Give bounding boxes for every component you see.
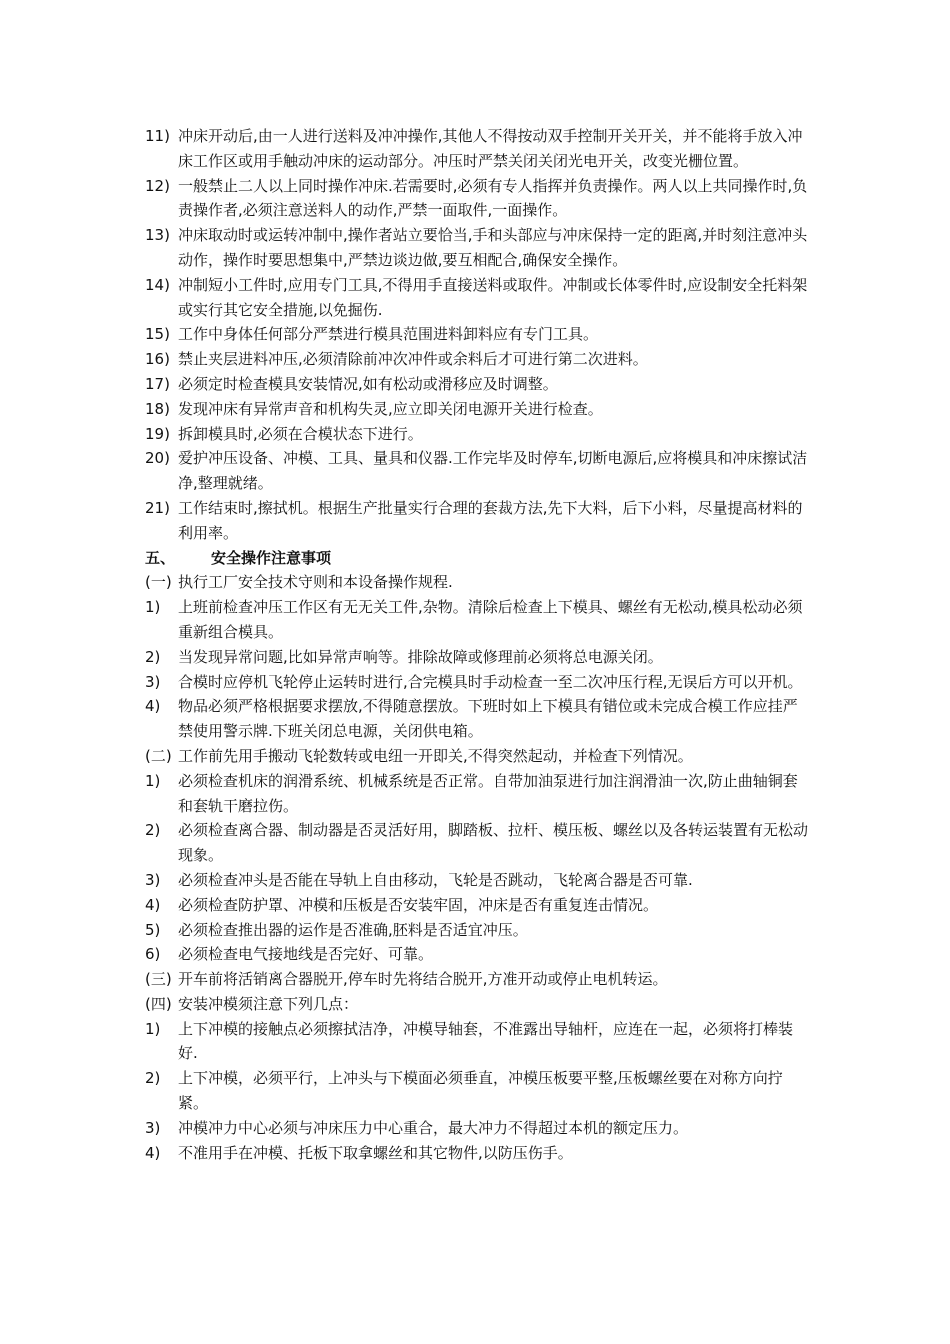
list-item [145,273,810,323]
item-text: 物品必须严格根据要求摆放,不得随意摆放。下班时如上下模具有错位或未完成合模工作应挂严禁使用警示牌.下班关闭总电源，关闭供电箱。 [178,697,798,741]
item-number: 20) [145,449,170,468]
list-item [145,1141,810,1166]
item-number: 11) [145,127,170,145]
item-number: 13) [145,226,170,245]
list-item [145,372,810,397]
rules-list [145,124,810,546]
item-text: 冲模冲力中心必须与冲床压力中心重合，最大冲力不得超过本机的额定压力。 [178,1118,689,1137]
item-number: 2) [145,1069,161,1088]
subsection-4 [145,992,810,1166]
list-item [145,1066,810,1116]
list-item [145,645,810,670]
item-number: 21) [145,498,170,517]
list-item [145,124,810,174]
list-item [145,322,810,347]
item-text: 必须检查机床的润滑系统、机械系统是否正常。自带加油泵进行加注润滑油一次,防止曲轴铜套和套轨干磨拉伤。 [178,771,798,815]
item-number: 2) [145,647,161,666]
item-text: 必须检查防护罩、冲模和压板是否安装牢固，冲床是否有重复连击情况。 [178,895,659,914]
list-item [145,694,810,744]
item-text: 当发现异常问题,比如异常声响等。排除故障或修理前必须将总电源关闭。 [178,647,663,666]
subsection-number: (一) [145,573,172,592]
subsection-3 [145,967,810,992]
item-number: 3) [145,672,161,691]
item-text: 不准用手在冲模、托板下取拿螺丝和其它物件,以防压伤手。 [178,1143,573,1162]
list-item [145,1017,810,1067]
item-text: 必须检查电气接地线是否完好、可靠。 [178,945,434,964]
subsection-1 [145,570,810,744]
list-item [145,595,810,645]
list-item [145,818,810,868]
item-text: 合模时应停机飞轮停止运转时进行,合完模具时手动检查一至二次冲压行程,无误后方可以开机。 [178,672,803,691]
list-item [145,446,810,496]
item-text: 爱护冲压设备、冲模、工具、量具和仪器.工作完毕及时停车,切断电源后,应将模具和冲床擦试洁净,整理就绪。 [178,449,808,493]
list-item [145,942,810,967]
item-number: 19) [145,424,170,443]
item-number: 15) [145,325,170,344]
item-text: 工作中身体任何部分严禁进行模具范围进料卸料应有专门工具。 [178,325,599,344]
item-number: 1) [145,771,161,790]
list-item [145,174,810,224]
item-text: 上下冲模，必须平行，上冲头与下模面必须垂直，冲模压板要平整,压板螺丝要在对称方向拧紧。 [178,1069,783,1113]
item-number: 16) [145,350,170,369]
item-text: 冲床取动时或运转冲制中,操作者站立要恰当,手和头部应与冲床保持一定的距离,并时刻注意冲头动作，操作时要思想集中,严禁边谈边做,要互相配合,确保安全操作。 [178,226,808,269]
item-number: 5) [145,920,161,939]
item-number: 1) [145,598,161,617]
subsection-heading [145,570,810,595]
list-item [145,868,810,893]
item-number: 2) [145,821,161,840]
subsection-text: 安装冲模须注意下列几点： [178,994,359,1013]
item-text: 一般禁止二人以上同时操作冲床.若需要时,必须有专人指挥并负责操作。两人以上共同操作时,负责操作者,必须注意送料人的动作,严禁一面取件,一面操作。 [178,176,808,220]
subsection-2 [145,744,810,967]
list-item [145,1116,810,1141]
item-text: 必须检查推出器的运作是否准确,胚料是否适宜冲压。 [178,920,528,939]
list-item [145,670,810,695]
item-number: 3) [145,1118,161,1137]
subsection-heading [145,967,810,992]
section-heading [145,546,810,571]
item-number: 4) [145,895,161,914]
item-number: 17) [145,374,170,393]
subsection-number: (三) [145,970,172,989]
item-number: 1) [145,1019,161,1038]
section-title: 安全操作注意事项 [211,548,332,567]
subsection-heading [145,744,810,769]
item-text: 上班前检查冲压工作区有无无关工件,杂物。清除后检查上下模具、螺丝有无松动,模具松动必须重新组合模具。 [178,598,803,641]
list-item [145,397,810,422]
list-item [145,223,810,273]
item-number: 14) [145,275,170,294]
list-item [145,769,810,819]
item-text: 禁止夹层进料冲压,必须清除前冲次冲件或余料后才可进行第二次进料。 [178,350,648,369]
item-text: 必须检查冲头是否能在导轨上自由移动，飞轮是否跳动，飞轮离合器是否可靠. [178,870,693,889]
subsection-heading [145,992,810,1017]
item-number: 3) [145,870,161,889]
item-text: 发现冲床有异常声音和机构失灵,应立即关闭电源开关进行检查。 [178,399,603,418]
item-text: 必须定时检查模具安装情况,如有松动或滑移应及时调整。 [178,374,558,393]
item-number: 4) [145,1143,161,1162]
list-item [145,893,810,918]
list-item [145,918,810,943]
item-text: 必须检查离合器、制动器是否灵活好用，脚踏板、拉杆、模压板、螺丝以及各转运装置有无松动现象。 [178,821,809,865]
item-number: 18) [145,399,170,418]
subsection-number: (四) [145,994,172,1013]
item-text: 拆卸模具时,必须在合模状态下进行。 [178,424,423,443]
list-item [145,422,810,447]
item-text: 冲制短小工件时,应用专门工具,不得用手直接送料或取件。冲制或长体零件时,应设制安全托料架或实行其它安全措施,以免掘伤. [178,275,808,319]
list-item [145,496,810,546]
subsection-text: 执行工厂安全技术守则和本设备操作规程. [178,573,453,592]
subsection-text: 工作前先用手搬动飞轮数转或电纽一开即关,不得突然起动，并检查下列情况。 [178,746,693,765]
item-text: 工作结束时,擦拭机。根据生产批量实行合理的套裁方法,先下大料，后下小料，尽量提高材料的利用率。 [178,498,803,542]
section-number: 五、 [145,548,176,567]
item-text: 上下冲模的接触点必须擦拭洁净，冲模导轴套，不准露出导轴杆，应连在一起，必须将打棒装好. [178,1019,794,1063]
item-number: 12) [145,176,170,195]
item-text: 冲床开动后,由一人进行送料及冲冲操作,其他人不得按动双手控制开关开关，并不能将手放入冲床工作区或用手触动冲床的运动部分。冲压时严禁关闭关闭光电开关，改变光栅位置。 [178,127,803,170]
list-item [145,347,810,372]
item-number: 6) [145,945,161,964]
document-body [145,124,810,1165]
subsection-text: 开车前将活销离合器脱开,停车时先将结合脱开,方准开动或停止电机转运。 [178,970,668,989]
item-number: 4) [145,697,161,716]
subsection-number: (二) [145,746,172,765]
